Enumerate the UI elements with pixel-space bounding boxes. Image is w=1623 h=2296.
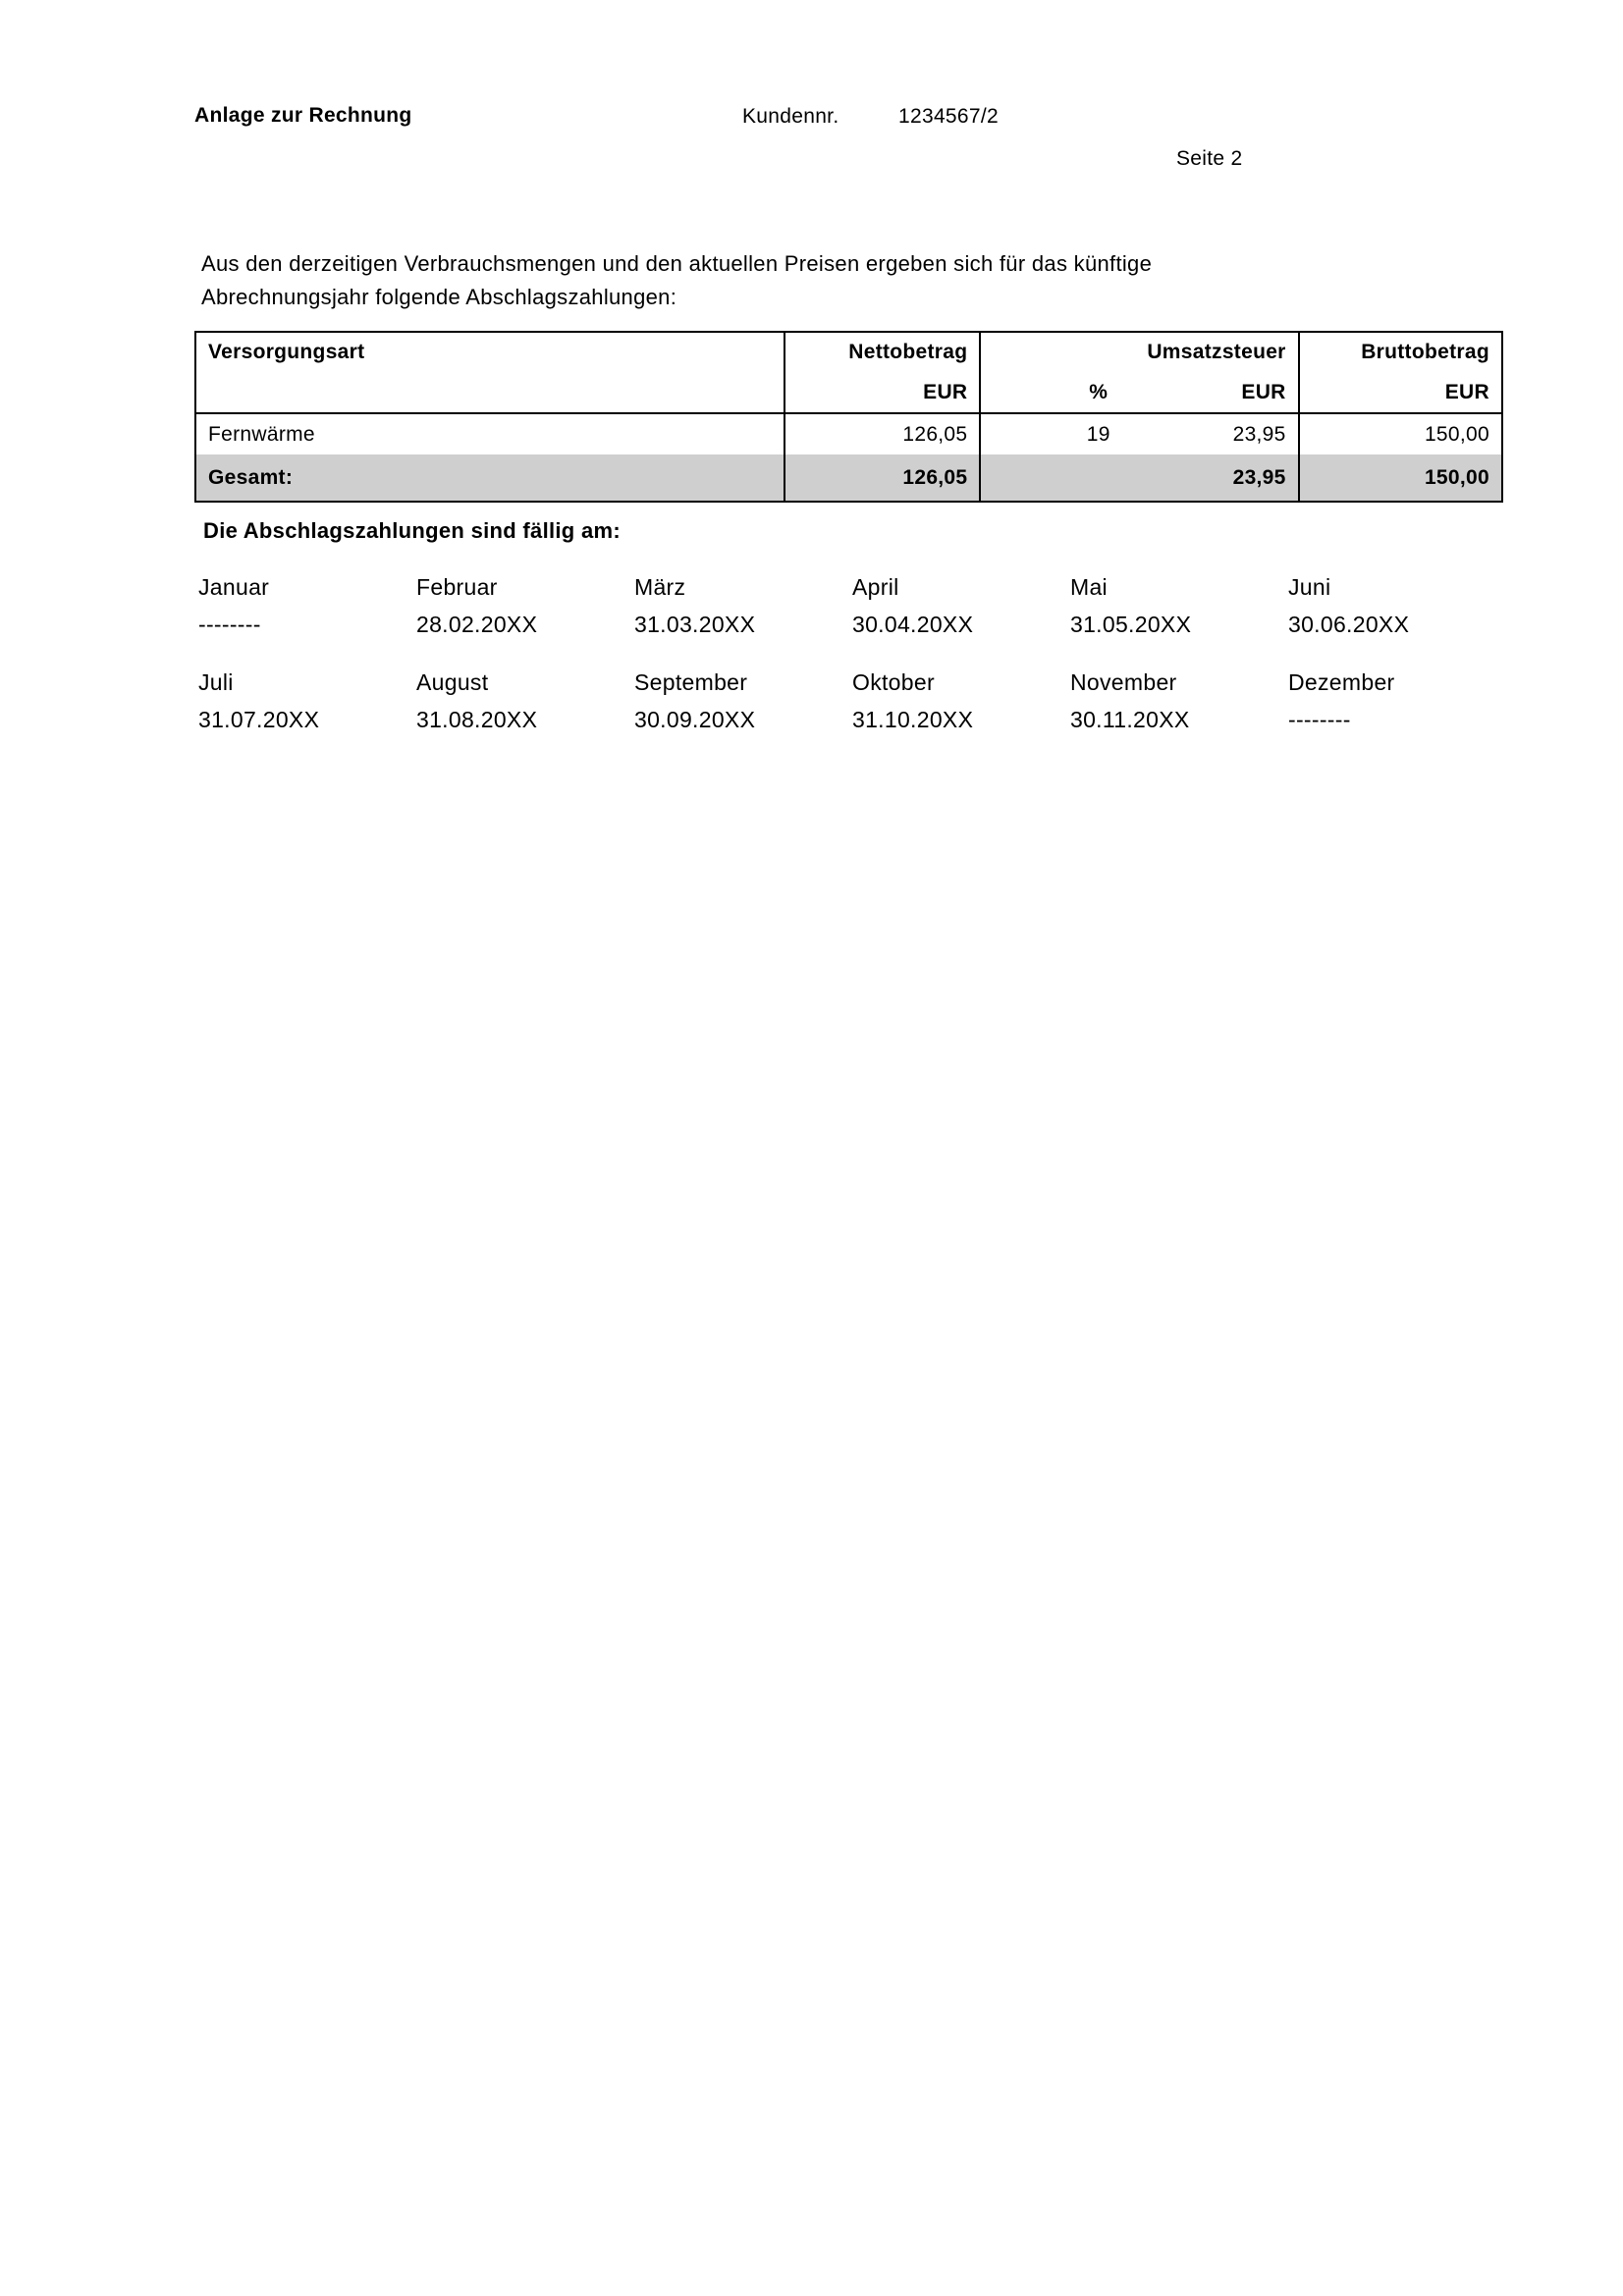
month-name: Mai	[1070, 574, 1108, 600]
month-name: Dezember	[1288, 669, 1395, 696]
month-dezember	[1288, 669, 1506, 733]
net-unit: EUR	[923, 381, 968, 403]
month-name: März	[634, 574, 686, 600]
intro-paragraph	[201, 247, 1152, 314]
month-due-date: 31.03.20XX	[634, 611, 756, 637]
supply-type-header: Versorgungsart	[208, 341, 365, 363]
vat-percent-value: 19	[1086, 422, 1110, 446]
month-due-date: 31.10.20XX	[852, 706, 974, 732]
customer-number-label: Kundennr.	[742, 105, 839, 128]
table-header-row	[196, 333, 1501, 414]
table-row-fernwaerme	[196, 414, 1501, 454]
intro-line-1: Aus den derzeitigen Verbrauchsmengen und den aktuellen Preisen ergeben sich für das künftige	[201, 251, 1153, 276]
month-due-date: 31.08.20XX	[416, 706, 538, 732]
month-juli	[198, 669, 416, 733]
header-cell-gross	[1298, 333, 1501, 412]
customer-number-value: 1234567/2	[898, 105, 999, 128]
due-dates-grid	[198, 574, 1506, 733]
header-cell-supply-type	[196, 333, 784, 412]
month-name: Oktober	[852, 669, 935, 696]
month-juni	[1288, 574, 1506, 638]
month-september	[634, 669, 852, 733]
vat-header: Umsatzsteuer	[1147, 341, 1286, 363]
total-gross-value: 150,00	[1298, 454, 1501, 501]
month-februar	[416, 574, 634, 638]
page-number: Seite 2	[1176, 147, 1243, 170]
month-due-date: 28.02.20XX	[416, 611, 538, 637]
month-name: November	[1070, 669, 1177, 696]
intro-line-2: Abrechnungsjahr folgende Abschlagszahlungen:	[201, 285, 677, 309]
month-due-date: --------	[198, 611, 261, 637]
month-due-date: 30.11.20XX	[1070, 706, 1190, 732]
month-due-date: --------	[1288, 706, 1351, 732]
gross-value: 150,00	[1298, 414, 1501, 454]
document-title: Anlage zur Rechnung	[194, 104, 412, 127]
month-august	[416, 669, 634, 733]
abschlag-table	[194, 331, 1503, 503]
vat-eur-value: 23,95	[1232, 422, 1286, 446]
month-name: Juni	[1288, 574, 1331, 600]
month-mai	[1070, 574, 1288, 638]
vat-eur-unit: EUR	[1241, 381, 1286, 403]
gross-header: Bruttobetrag	[1361, 341, 1489, 363]
month-januar	[198, 574, 416, 638]
month-name: Februar	[416, 574, 498, 600]
month-name: September	[634, 669, 748, 696]
total-vat-cell	[979, 454, 1297, 501]
vat-cell	[979, 414, 1297, 454]
month-maerz	[634, 574, 852, 638]
header-cell-vat	[979, 333, 1297, 412]
month-name: Juli	[198, 669, 234, 696]
supply-type-value: Fernwärme	[208, 422, 315, 446]
net-header: Nettobetrag	[848, 341, 968, 363]
month-due-date: 30.04.20XX	[852, 611, 974, 637]
month-due-date: 31.05.20XX	[1070, 611, 1192, 637]
month-name: August	[416, 669, 489, 696]
month-name: Januar	[198, 574, 270, 600]
month-april	[852, 574, 1070, 638]
gross-unit: EUR	[1444, 381, 1489, 403]
month-due-date: 31.07.20XX	[198, 706, 320, 732]
total-label: Gesamt:	[208, 465, 294, 489]
vat-percent-unit: %	[1089, 381, 1109, 403]
schedule-heading: Die Abschlagszahlungen sind fällig am:	[203, 518, 621, 543]
month-november	[1070, 669, 1288, 733]
total-net-value: 126,05	[784, 454, 979, 501]
header-cell-net	[784, 333, 979, 412]
month-due-date: 30.06.20XX	[1288, 611, 1410, 637]
table-row-total	[196, 454, 1501, 501]
net-value: 126,05	[784, 414, 979, 454]
month-due-date: 30.09.20XX	[634, 706, 756, 732]
month-name: April	[852, 574, 899, 600]
month-oktober	[852, 669, 1070, 733]
total-vat-eur: 23,95	[1232, 465, 1286, 489]
